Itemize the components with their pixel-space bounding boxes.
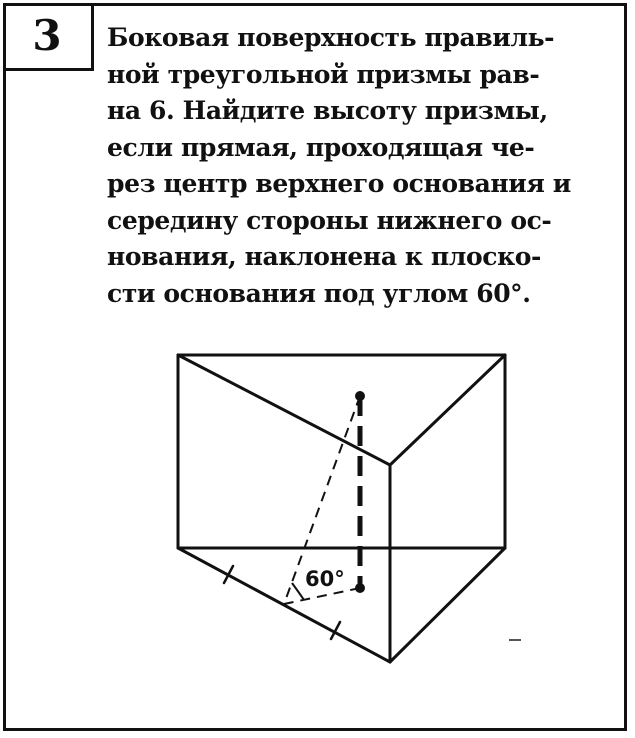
top-base-right-edge	[390, 355, 505, 465]
problem-line: на 6. Найдите высоту призмы,	[107, 96, 548, 125]
bottom-base-right-edge	[390, 548, 505, 662]
top-center-point	[355, 391, 365, 401]
angle-label: 60°	[305, 567, 345, 591]
problem-number-value: 3	[32, 11, 62, 60]
problem-line: сти основания под углом 60°.	[107, 278, 531, 308]
problem-line: ной треугольной призмы рав-	[107, 59, 540, 89]
problem-line: Боковая поверхность правиль-	[107, 23, 555, 52]
problem-line: середину стороны нижнего ос-	[107, 205, 552, 235]
problem-line: нования, наклонена к плоско-	[107, 242, 542, 271]
bottom-center-point	[355, 583, 365, 593]
angle-arc	[292, 583, 304, 600]
problem-line: если прямая, проходящая че-	[107, 132, 535, 162]
problem-line: рез центр верхнего основания и	[107, 169, 571, 198]
